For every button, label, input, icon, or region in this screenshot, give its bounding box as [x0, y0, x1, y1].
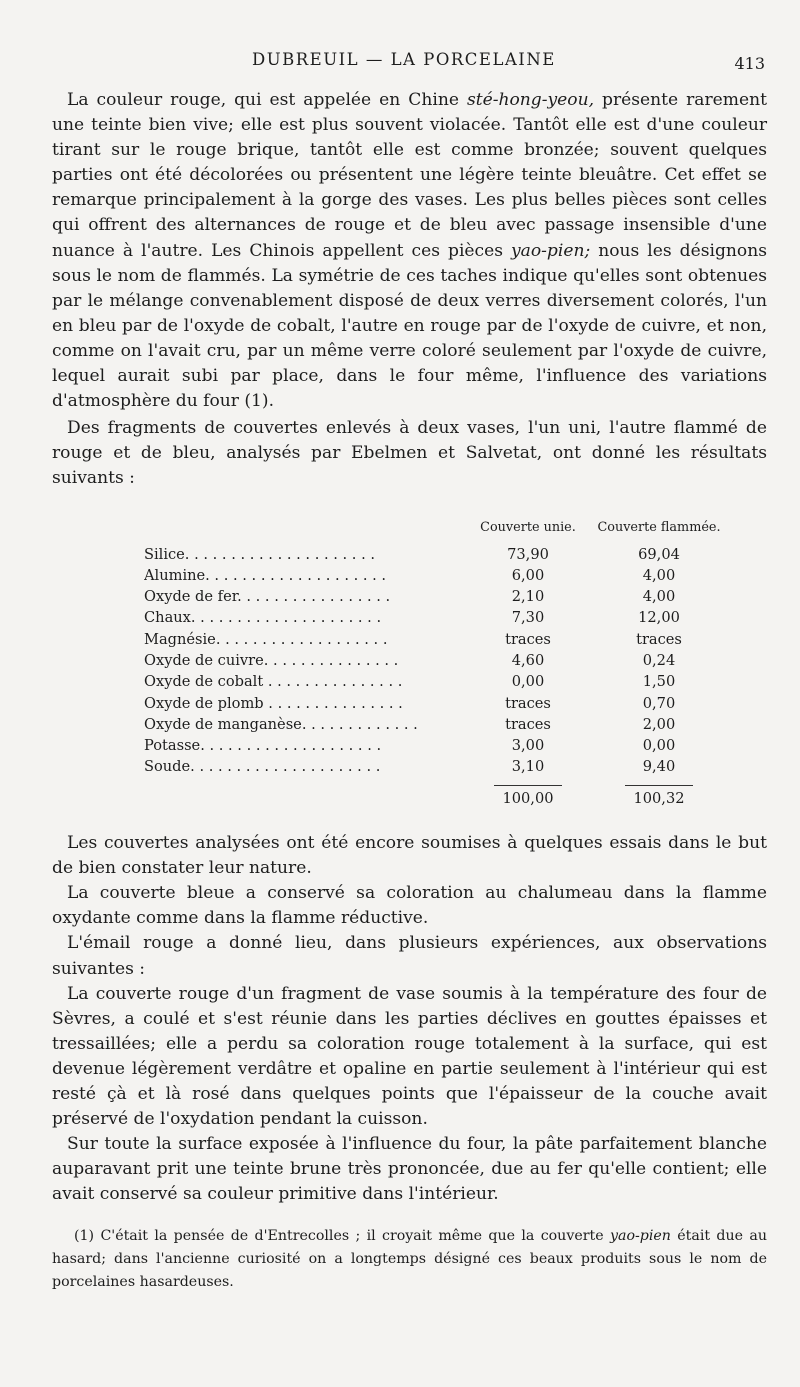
italic-term: sté-hong-yeou,	[466, 90, 595, 110]
col-header-unie: Couverte unie.	[480, 519, 576, 535]
value-flammee: 12,00	[638, 609, 680, 627]
page-number: 413	[734, 54, 765, 73]
row-label: Chaux. . . . . . . . . . . . . . . . . . . . .	[144, 609, 382, 627]
table-row	[144, 756, 729, 777]
value-unie: 7,30	[511, 609, 545, 627]
row-label: Oxyde de cuivre. . . . . . . . . . . . . . .	[144, 651, 399, 669]
total-unie: 100,00	[494, 785, 561, 809]
running-title: DUBREUIL — LA PORCELAINE	[252, 50, 556, 69]
value-flammee: 9,40	[642, 758, 676, 776]
value-flammee: 1,50	[642, 673, 676, 691]
table-row	[144, 544, 729, 565]
paragraph-essais: Les couvertes analysées ont été encore soumises à quelques essais dans le but de bien constater leur nature.	[52, 833, 767, 879]
table-row	[144, 735, 729, 756]
analysis-table	[144, 520, 729, 810]
col-header-flammee: Couverte flammée.	[597, 519, 721, 535]
table-row	[144, 607, 729, 628]
row-label: Potasse. . . . . . . . . . . . . . . . . . . .	[144, 737, 382, 755]
table-body	[144, 544, 729, 778]
value-flammee: 4,00	[642, 566, 676, 584]
row-label: Oxyde de fer. . . . . . . . . . . . . . . . .	[144, 588, 391, 606]
table-row	[144, 650, 729, 671]
page	[52, 46, 767, 1309]
table-row	[144, 714, 729, 735]
value-unie: 2,10	[511, 588, 545, 606]
value-unie: 4,60	[511, 651, 545, 669]
value-flammee: 0,24	[642, 651, 676, 669]
table-header-row	[144, 520, 729, 544]
table-row	[144, 586, 729, 607]
text-run: présente rarement une teinte bien vive; elle est plus souvent violacée. Tantôt elle est d'une couleur tirant sur le rouge brique, tantôt elle est comme bronzée; souvent quelques parties ont été décolorées ou présentent une légère teinte bleuâtre. Cet effet se remarque principalement à la gorge des vases. Les plus belles pièces sont celles qui offrent des alternances de rouge et de bleu avec passage insensible d'une nuance à l'autre. Les Chinois appellent ces pièces	[52, 90, 767, 261]
value-unie: 3,00	[511, 737, 545, 755]
footnote	[52, 1225, 767, 1294]
value-unie: traces	[505, 715, 551, 733]
paragraph-fragments: Des fragments de couvertes enlevés à deux vases, l'un uni, l'autre flammé de rouge et de bleu, analysés par Ebelmen et Salvetat, ont donné les résultats suivants :	[52, 418, 767, 489]
italic-term: yao-pien	[609, 1228, 671, 1245]
row-label: Oxyde de cobalt . . . . . . . . . . . . . . .	[144, 673, 403, 691]
row-label: Soude. . . . . . . . . . . . . . . . . . . . .	[144, 758, 381, 776]
running-head	[52, 46, 767, 80]
value-flammee: 0,00	[642, 737, 676, 755]
value-unie: 73,90	[507, 545, 549, 563]
value-flammee: 4,00	[642, 588, 676, 606]
text-run: La couleur rouge, qui est appelée en Chine	[67, 90, 467, 110]
text-run: nous les désignons sous le nom de flammés. La symétrie de ces taches indique qu'elles sont obtenues par le mélange convenablement disposé de deux verres diversement colorés, l'un en bleu par de l'oxyde de cobalt, l'autre en rouge par de l'oxyde de cuivre, et non, comme on l'avait cru, par un même verre coloré seulement par l'oxyde de cuivre, lequel aurait subi par place, dans le four même, l'influence des variations d'atmosphère du four (1).	[52, 240, 767, 412]
text-run: (1) C'était la pensée de d'Entrecolles ; il croyait même que la couverte	[74, 1228, 610, 1245]
paragraph-email-rouge: L'émail rouge a donné lieu, dans plusieurs expériences, aux observations suivantes :	[52, 933, 767, 979]
paragraph-couverte-bleue: La couverte bleue a conservé sa coloration au chalumeau dans la flamme oxydante comme dans la flamme réductive.	[52, 883, 767, 929]
value-flammee: 69,04	[638, 545, 680, 563]
value-flammee: 2,00	[642, 715, 676, 733]
row-label: Oxyde de plomb . . . . . . . . . . . . . . .	[144, 694, 403, 712]
text-run: était due au hasard; dans l'ancienne curiosité on a longtemps désigné ces beaux produits sous le nom de porcelaines hasardeuses.	[52, 1228, 767, 1291]
paragraph-rouge	[52, 88, 767, 414]
paragraph-surface: Sur toute la surface exposée à l'influence du four, la pâte parfaitement blanche auparavant prit une teinte brune très prononcée, due au fer qu'elle contient; elle avait conservé sa couleur primitive dans l'intérieur.	[52, 1134, 767, 1205]
row-label: Magnésie. . . . . . . . . . . . . . . . . . .	[144, 630, 388, 648]
table-total-row	[144, 778, 729, 809]
value-unie: traces	[505, 694, 551, 712]
row-label: Alumine. . . . . . . . . . . . . . . . . . . .	[144, 566, 387, 584]
value-unie: traces	[505, 630, 551, 648]
table-row	[144, 629, 729, 650]
row-label: Silice. . . . . . . . . . . . . . . . . . . . .	[144, 545, 376, 563]
row-label: Oxyde de manganèse. . . . . . . . . . . . .	[144, 715, 418, 733]
value-unie: 0,00	[511, 673, 545, 691]
value-unie: 6,00	[511, 566, 545, 584]
value-flammee: 0,70	[642, 694, 676, 712]
table-row	[144, 693, 729, 714]
value-flammee: traces	[636, 630, 682, 648]
total-flammee: 100,32	[625, 785, 692, 809]
table-row	[144, 565, 729, 586]
value-unie: 3,10	[511, 758, 545, 776]
italic-term: yao-pien;	[511, 240, 591, 261]
table-row	[144, 671, 729, 692]
paragraph-couverte-rouge: La couverte rouge d'un fragment de vase soumis à la température des four de Sèvres, a coulé et s'est réunie dans les parties déclives en gouttes épaisses et tressaillées; elle a perdu sa coloration rouge totalement à la surface, qui est devenue légèrement verdâtre et opaline en partie seulement à l'intérieur qui est resté çà et là rosé dans quelques points que l'épaisseur de la couche avait préservé de l'oxydation pendant la cuisson.	[52, 983, 767, 1130]
